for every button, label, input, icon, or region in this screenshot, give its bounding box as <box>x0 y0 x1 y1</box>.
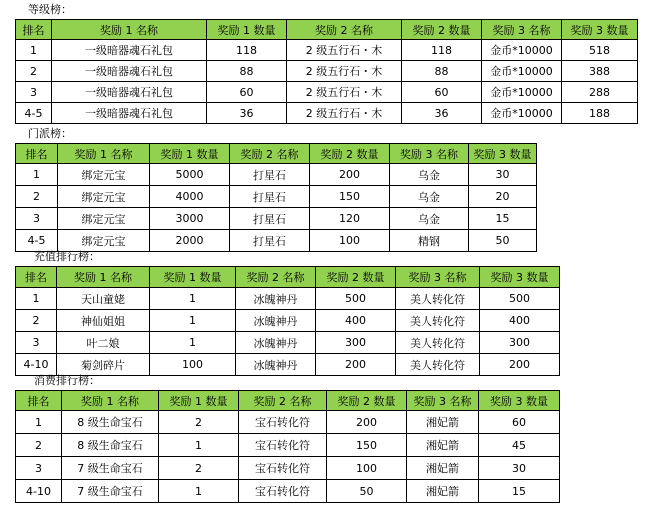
table-cell: 36 <box>207 103 287 124</box>
header-cell: 奖励 3 名称 <box>407 391 479 411</box>
table-cell: 1 <box>150 310 236 332</box>
header-cell: 奖励 2 名称 <box>236 267 316 288</box>
table-cell: 400 <box>480 310 560 332</box>
table-row <box>16 332 560 354</box>
table-cell: 宝石转化符 <box>239 411 327 434</box>
table-cell: 乌金 <box>390 164 469 186</box>
header-cell: 奖励 3 名称 <box>396 267 480 288</box>
table-row <box>16 480 560 503</box>
table-cell: 冰魄神丹 <box>236 310 316 332</box>
table-row <box>16 103 638 124</box>
table-cell: 天山童姥 <box>57 288 150 310</box>
header-cell: 奖励 1 数量 <box>150 267 236 288</box>
table-cell: 2 <box>16 61 52 82</box>
table-cell: 一级暗器魂石礼包 <box>52 61 207 82</box>
table-cell: 8 级生命宝石 <box>62 434 159 457</box>
header-cell: 奖励 1 数量 <box>159 391 239 411</box>
table-row <box>16 61 638 82</box>
table-cell: 5000 <box>150 164 230 186</box>
table-cell: 50 <box>327 480 407 503</box>
header-cell: 奖励 3 名称 <box>390 144 469 164</box>
table-cell: 1 <box>16 40 52 61</box>
table-header-row <box>16 144 537 164</box>
table-cell: 4-5 <box>16 230 58 252</box>
header-cell: 奖励 1 名称 <box>62 391 159 411</box>
table-cell: 88 <box>402 61 482 82</box>
table-cell: 4-5 <box>16 103 52 124</box>
table-cell: 精钢 <box>390 230 469 252</box>
table-title: 等级榜： <box>28 3 72 16</box>
table-title: 门派榜： <box>28 127 72 140</box>
table-cell: 100 <box>150 354 236 376</box>
table-row <box>16 457 560 480</box>
table-row <box>16 208 537 230</box>
header-cell: 排名 <box>16 267 57 288</box>
table-cell: 一级暗器魂石礼包 <box>52 40 207 61</box>
table-cell: 冰魄神丹 <box>236 354 316 376</box>
ranking-table-consumption <box>15 390 560 503</box>
table-cell: 2 <box>16 310 57 332</box>
table-cell: 宝石转化符 <box>239 457 327 480</box>
table-cell: 3 <box>16 208 58 230</box>
table-cell: 乌金 <box>390 186 469 208</box>
table-row <box>16 288 560 310</box>
ranking-table-sect <box>15 143 537 252</box>
table-cell: 湘妃箭 <box>407 434 479 457</box>
header-cell: 排名 <box>16 20 52 40</box>
table-row <box>16 186 537 208</box>
table-cell: 288 <box>562 82 638 103</box>
table-cell: 100 <box>327 457 407 480</box>
table-cell: 1 <box>159 434 239 457</box>
table-cell: 60 <box>207 82 287 103</box>
table-cell: 7 级生命宝石 <box>62 457 159 480</box>
table-cell: 金币*10000 <box>482 40 562 61</box>
table-cell: 绑定元宝 <box>58 164 150 186</box>
table-cell: 打星石 <box>230 186 310 208</box>
table-cell: 200 <box>480 354 560 376</box>
table-header-row <box>16 267 560 288</box>
table-cell: 4-10 <box>16 480 62 503</box>
table-cell: 500 <box>316 288 396 310</box>
table-cell: 60 <box>402 82 482 103</box>
table-cell: 118 <box>402 40 482 61</box>
table-cell: 1 <box>150 288 236 310</box>
table-cell: 1 <box>150 332 236 354</box>
header-cell: 奖励 2 名称 <box>239 391 327 411</box>
header-cell: 奖励 3 数量 <box>562 20 638 40</box>
header-cell: 奖励 1 名称 <box>52 20 207 40</box>
header-cell: 奖励 1 数量 <box>150 144 230 164</box>
table-row <box>16 164 537 186</box>
table-cell: 60 <box>479 411 560 434</box>
table-cell: 金币*10000 <box>482 61 562 82</box>
table-row <box>16 82 638 103</box>
table-cell: 118 <box>207 40 287 61</box>
table-cell: 乌金 <box>390 208 469 230</box>
header-cell: 奖励 2 名称 <box>230 144 310 164</box>
table-row <box>16 434 560 457</box>
table-cell: 2 级五行石・木 <box>287 82 402 103</box>
table-cell: 2 <box>159 411 239 434</box>
table-cell: 45 <box>479 434 560 457</box>
table-cell: 金币*10000 <box>482 103 562 124</box>
table-cell: 打星石 <box>230 208 310 230</box>
table-cell: 500 <box>480 288 560 310</box>
table-cell: 15 <box>479 480 560 503</box>
table-row <box>16 40 638 61</box>
ranking-table-level <box>15 19 638 124</box>
table-cell: 4000 <box>150 186 230 208</box>
table-cell: 冰魄神丹 <box>236 332 316 354</box>
header-cell: 奖励 1 数量 <box>207 20 287 40</box>
table-cell: 8 级生命宝石 <box>62 411 159 434</box>
table-cell: 1 <box>159 480 239 503</box>
header-cell: 奖励 2 数量 <box>316 267 396 288</box>
table-cell: 3 <box>16 82 52 103</box>
table-row <box>16 411 560 434</box>
table-cell: 美人转化符 <box>396 310 480 332</box>
table-cell: 冰魄神丹 <box>236 288 316 310</box>
header-cell: 奖励 3 名称 <box>482 20 562 40</box>
table-cell: 宝石转化符 <box>239 434 327 457</box>
table-cell: 15 <box>469 208 537 230</box>
table-cell: 打星石 <box>230 230 310 252</box>
table-cell: 2 <box>16 186 58 208</box>
table-cell: 3000 <box>150 208 230 230</box>
table-cell: 美人转化符 <box>396 332 480 354</box>
table-cell: 150 <box>327 434 407 457</box>
table-cell: 400 <box>316 310 396 332</box>
table-cell: 绑定元宝 <box>58 208 150 230</box>
table-cell: 1 <box>16 288 57 310</box>
table-cell: 湘妃箭 <box>407 480 479 503</box>
table-cell: 1 <box>16 411 62 434</box>
table-cell: 神仙姐姐 <box>57 310 150 332</box>
table-cell: 120 <box>310 208 390 230</box>
table-cell: 150 <box>310 186 390 208</box>
table-cell: 2 级五行石・木 <box>287 103 402 124</box>
table-cell: 美人转化符 <box>396 288 480 310</box>
table-cell: 湘妃箭 <box>407 411 479 434</box>
table-cell: 2000 <box>150 230 230 252</box>
ranking-table-recharge <box>15 266 560 376</box>
table-cell: 30 <box>479 457 560 480</box>
header-cell: 奖励 1 名称 <box>57 267 150 288</box>
table-cell: 7 级生命宝石 <box>62 480 159 503</box>
header-cell: 奖励 3 数量 <box>480 267 560 288</box>
table-cell: 4-10 <box>16 354 57 376</box>
table-cell: 打星石 <box>230 164 310 186</box>
table-cell: 200 <box>327 411 407 434</box>
table-cell: 518 <box>562 40 638 61</box>
table-cell: 388 <box>562 61 638 82</box>
table-cell: 36 <box>402 103 482 124</box>
table-cell: 300 <box>316 332 396 354</box>
header-cell: 奖励 1 名称 <box>58 144 150 164</box>
table-cell: 宝石转化符 <box>239 480 327 503</box>
table-row <box>16 310 560 332</box>
table-cell: 叶二娘 <box>57 332 150 354</box>
table-cell: 菊剑碎片 <box>57 354 150 376</box>
header-cell: 奖励 2 数量 <box>327 391 407 411</box>
table-cell: 湘妃箭 <box>407 457 479 480</box>
table-cell: 金币*10000 <box>482 82 562 103</box>
header-cell: 奖励 2 数量 <box>402 20 482 40</box>
table-cell: 100 <box>310 230 390 252</box>
table-cell: 绑定元宝 <box>58 230 150 252</box>
header-cell: 奖励 3 数量 <box>469 144 537 164</box>
table-cell: 3 <box>16 457 62 480</box>
table-cell: 50 <box>469 230 537 252</box>
header-cell: 奖励 3 数量 <box>479 391 560 411</box>
table-title: 消费排行榜： <box>34 374 100 387</box>
table-row <box>16 230 537 252</box>
table-cell: 3 <box>16 332 57 354</box>
header-cell: 奖励 2 名称 <box>287 20 402 40</box>
table-cell: 200 <box>310 164 390 186</box>
table-cell: 30 <box>469 164 537 186</box>
table-row <box>16 354 560 376</box>
table-cell: 美人转化符 <box>396 354 480 376</box>
table-cell: 20 <box>469 186 537 208</box>
header-cell: 奖励 2 数量 <box>310 144 390 164</box>
table-cell: 188 <box>562 103 638 124</box>
table-cell: 200 <box>316 354 396 376</box>
table-cell: 88 <box>207 61 287 82</box>
table-cell: 绑定元宝 <box>58 186 150 208</box>
table-title: 充值排行榜： <box>34 250 100 263</box>
table-cell: 一级暗器魂石礼包 <box>52 82 207 103</box>
table-cell: 2 级五行石・木 <box>287 61 402 82</box>
table-cell: 1 <box>16 164 58 186</box>
table-header-row <box>16 20 638 40</box>
table-cell: 2 级五行石・木 <box>287 40 402 61</box>
table-cell: 2 <box>16 434 62 457</box>
table-cell: 300 <box>480 332 560 354</box>
table-cell: 一级暗器魂石礼包 <box>52 103 207 124</box>
table-header-row <box>16 391 560 411</box>
header-cell: 排名 <box>16 144 58 164</box>
table-cell: 2 <box>159 457 239 480</box>
header-cell: 排名 <box>16 391 62 411</box>
